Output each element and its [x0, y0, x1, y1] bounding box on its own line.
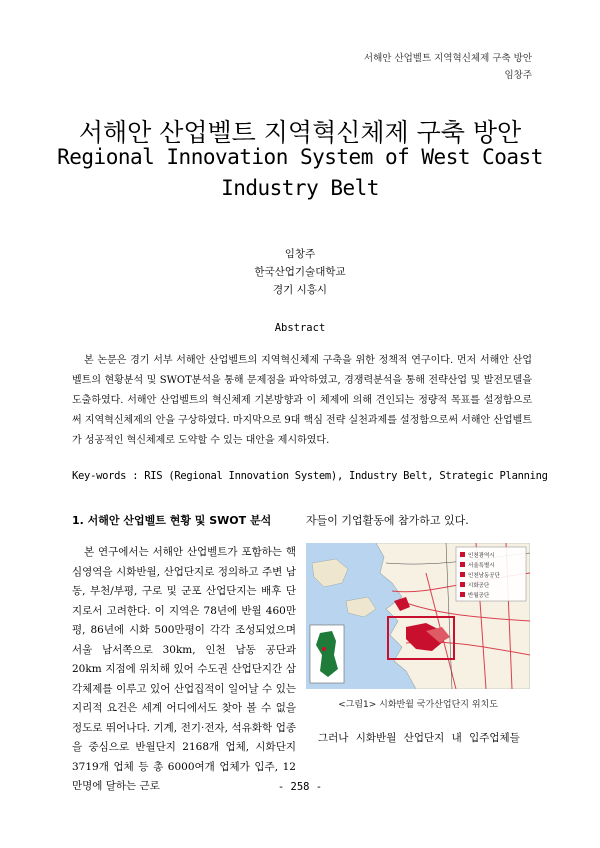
right-column-bottom-text: 그러나 시화반월 산업단지 내 입주업체들 — [318, 732, 520, 744]
section-paragraph: 본 연구에서는 서해안 산업벨트가 포함하는 핵심영역을 시화반월, 산업단지로 정의하고 주변 남동, 부천/부평, 구로 및 군포 산업단지는 배후 단지로서 고려한다. 이 지역은 78년에 반월 460만평, 86년에 시화 500만평이 각각 조성되었으며 서울 남서쪽으로 30km, 인천 남동 공단과 20km 지점에 위치해 있어 수도권 산업단지간 삼각체제를 이루고 있어 산업집적이 일어날 수 있는 지리적 요건은 세계 어디에서도 찾아 볼 수 없을 정도로 뛰어나다. 기계, 전기·전자, 석유화학 업종을 중심으로 반월단지 2168개 업체, 시화단지 3719개 업체 등 총 6000여개 업체가 입주, 12만명에 달하는 근로 — [72, 546, 296, 792]
legend-label: 인천광역시 — [468, 553, 495, 559]
title-english-line2: Industry Belt — [221, 176, 379, 200]
legend-label: 반월공단 — [468, 593, 490, 599]
title-korean: 서해안 산업벨트 지역혁신체제 구축 방안 — [78, 118, 522, 147]
running-title: 서해안 산업벨트 지역혁신체제 구축 방안 — [363, 53, 532, 64]
right-column-top-text: 자들이 기업활동에 참가하고 있다. — [306, 514, 469, 527]
inset-location-marker — [322, 647, 326, 651]
figure-caption: <그림1> 시화반월 국가산업단지 위치도 — [338, 700, 498, 710]
author-name: 임창주 — [284, 248, 316, 260]
abstract-heading: Abstract — [274, 322, 326, 334]
legend-label: 시화공단 — [468, 583, 490, 589]
legend-label: 서울특별시 — [468, 563, 495, 569]
running-author: 임창주 — [504, 70, 532, 81]
page-number: - 258 - — [277, 781, 323, 793]
legend-label: 인천남동공단 — [468, 573, 500, 579]
author-affiliation: 한국산업기술대학교 — [254, 266, 346, 278]
abstract-body: 본 논문은 경기 서부 서해안 산업벨트의 지역혁신체제 구축을 위한 정책적 연구이다. 먼저 서해안 산업벨트의 현황분석 및 SWOT분석을 통해 문제점을 파악하였고, 경쟁력분석을 통해 전략산업 및 발전모델을 도출하였다. 서해안 산업벨트의 혁신체제 기본방향과 이 체제에 의해 견인되는 정량적 목표를 설정함으로써 지역혁신체제의 안을 구상하였다. 마지막으로 9대 핵심 전략 실천과제를 설정함으로써 서해안 산업벨트가 성공적인 혁신체제로 도약할 수 있는 대안을 제시하였다. — [72, 355, 532, 446]
author-location: 경기 시흥시 — [272, 284, 328, 296]
keywords: Key-words : RIS (Regional Innovation System), Industry Belt, Strategic Planning — [72, 470, 548, 482]
section-heading: 1. 서해안 산업벨트 현황 및 SWOT 분석 — [72, 514, 272, 527]
title-english-line1: Regional Innovation System of West Coast — [57, 145, 543, 169]
location-map — [306, 543, 530, 689]
